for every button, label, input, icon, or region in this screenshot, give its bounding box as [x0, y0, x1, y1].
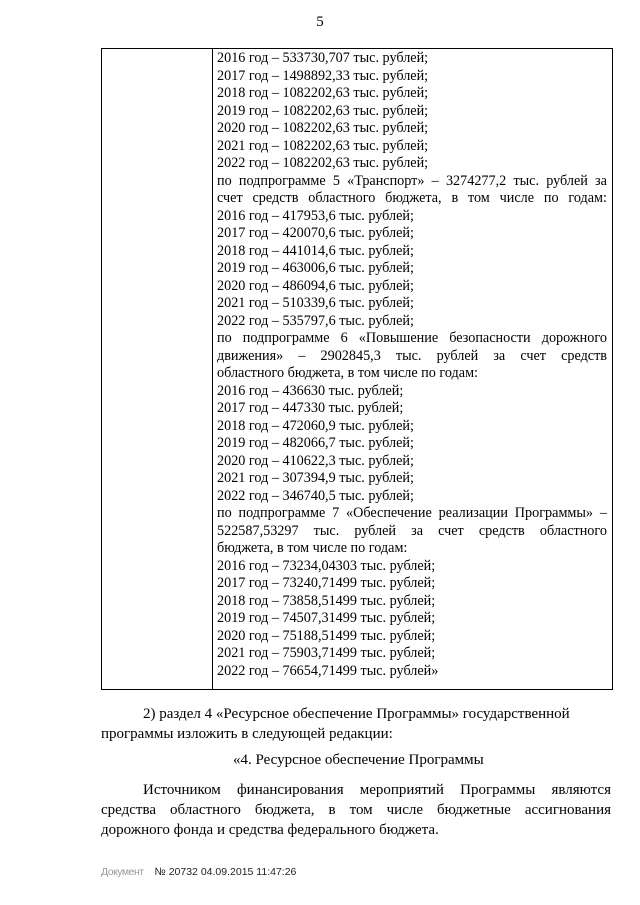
- table-line: бюджета, в том числе по годам:: [217, 540, 408, 556]
- table-line: 2018 год – 1082202,63 тыс. рублей;: [217, 85, 429, 101]
- table-line: по подпрограмме 5 «Транспорт» – 3274277,2 тыс. рублей за: [217, 172, 607, 189]
- table-line: 2022 год – 76654,71499 тыс. рублей»: [217, 662, 439, 679]
- table-line: 2018 год – 73858,51499 тыс. рублей;: [217, 592, 436, 609]
- table-line: 2019 год – 1082202,63 тыс. рублей;: [217, 102, 429, 119]
- table-line: областного бюджета, в том числе по годам:: [217, 365, 478, 381]
- table-line: по подпрограмме 6 «Повышение безопасности дорожного: [217, 330, 607, 346]
- table-line: 2017 год – 420070,6 тыс. рублей;: [217, 225, 414, 241]
- table-line: 2016 год – 417953,6 тыс. рублей;: [217, 207, 414, 224]
- table-line: 2021 год – 1082202,63 тыс. рублей;: [217, 137, 429, 154]
- footer-doc-number: № 20732: [154, 866, 198, 878]
- item-2-line-1: 2) раздел 4 «Ресурсное обеспечение Программы» государственной: [143, 706, 570, 722]
- table-line: 2017 год – 447330 тыс. рублей;: [217, 400, 404, 416]
- table-line: 2017 год – 1498892,33 тыс. рублей;: [217, 67, 429, 84]
- table-line: 2021 год – 510339,6 тыс. рублей;: [217, 295, 414, 311]
- table-line: 522587,53297 тыс. рублей за счет средств областного: [217, 522, 607, 539]
- table-line: 2018 год – 441014,6 тыс. рублей;: [217, 242, 414, 259]
- page-number: 5: [316, 14, 324, 30]
- table-cell-content: [217, 49, 607, 680]
- table-line: 2021 год – 307394,9 тыс. рублей;: [217, 470, 414, 486]
- financing-line-2: средства областного бюджета, в том числе бюджетные ассигнования: [101, 802, 611, 818]
- table-column-divider: [212, 49, 213, 689]
- item-2-paragraph: [101, 704, 611, 744]
- table-line: 2016 год – 533730,707 тыс. рублей;: [217, 50, 429, 66]
- table-line: 2019 год – 463006,6 тыс. рублей;: [217, 260, 414, 276]
- table-line: 2019 год – 74507,31499 тыс. рублей;: [217, 610, 436, 626]
- table-line: 2022 год – 1082202,63 тыс. рублей;: [217, 155, 429, 171]
- financing-line-3: дорожного фонда и средства федерального бюджета.: [101, 822, 439, 838]
- footer: [101, 866, 296, 878]
- footer-datetime: 04.09.2015 11:47:26: [200, 866, 297, 878]
- table-line: 2022 год – 346740,5 тыс. рублей;: [217, 487, 414, 504]
- item-2-line-2: программы изложить в следующей редакции:: [101, 726, 393, 742]
- financing-line-1: Источником финансирования мероприятий Программы являются: [143, 782, 611, 798]
- section-heading: «4. Ресурсное обеспечение Программы: [233, 752, 484, 768]
- table-line: 2020 год – 486094,6 тыс. рублей;: [217, 277, 414, 294]
- table-line: 2016 год – 73234,04303 тыс. рублей;: [217, 557, 436, 574]
- table-line: 2019 год – 482066,7 тыс. рублей;: [217, 435, 414, 451]
- table-line: 2016 год – 436630 тыс. рублей;: [217, 382, 404, 399]
- table-line: 2018 год – 472060,9 тыс. рублей;: [217, 417, 414, 434]
- table-line: 2020 год – 1082202,63 тыс. рублей;: [217, 120, 429, 136]
- table-line: 2020 год – 75188,51499 тыс. рублей;: [217, 627, 436, 644]
- footer-stamp: Документ: [101, 866, 144, 878]
- table-line: 2021 год – 75903,71499 тыс. рублей;: [217, 645, 436, 661]
- budget-table: [101, 48, 613, 690]
- table-line: 2020 год – 410622,3 тыс. рублей;: [217, 452, 414, 469]
- table-line: счет средств областного бюджета, в том числе по годам:: [217, 190, 607, 206]
- table-line: по подпрограмме 7 «Обеспечение реализации Программы» –: [217, 505, 607, 521]
- table-line: 2017 год – 73240,71499 тыс. рублей;: [217, 575, 436, 591]
- table-line: движения» – 2902845,3 тыс. рублей за счет средств: [217, 347, 607, 364]
- table-line: 2022 год – 535797,6 тыс. рублей;: [217, 312, 414, 329]
- financing-paragraph: [101, 780, 611, 840]
